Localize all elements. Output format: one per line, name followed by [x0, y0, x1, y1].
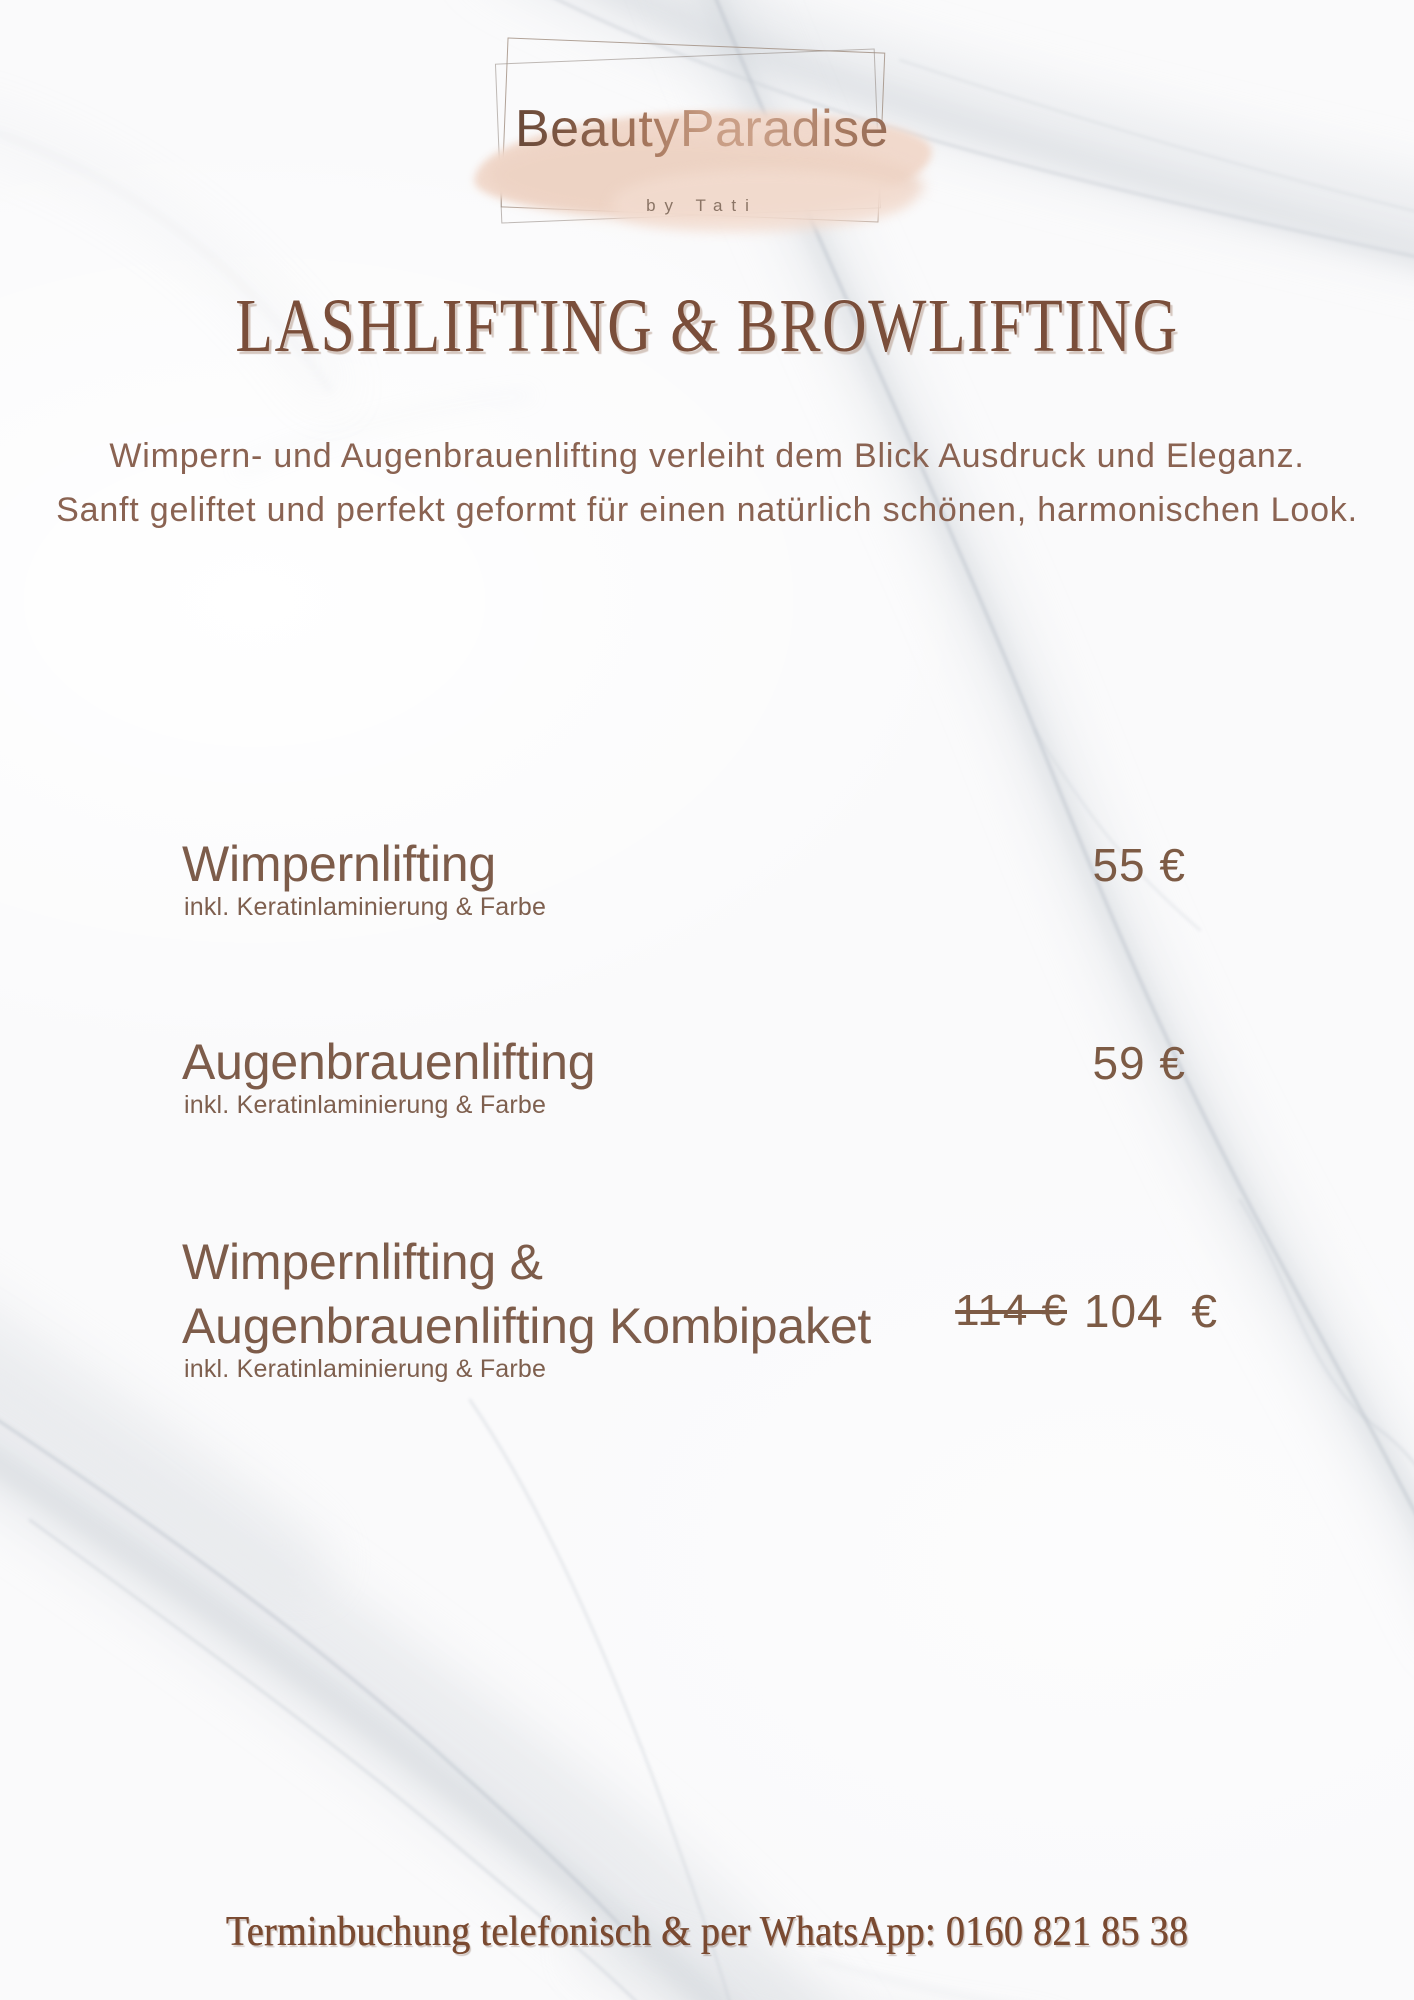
- service-old-price: 114 €: [955, 1286, 1067, 1335]
- intro-line-1: Wimpern- und Augenbrauenlifting verleiht dem Blick Ausdruck und Eleganz.: [109, 437, 1305, 475]
- service-name: Augenbrauenlifting: [182, 1034, 596, 1090]
- service-note: inkl. Keratinlaminierung & Farbe: [184, 893, 547, 921]
- service-name-line2: Augenbrauenlifting Kombipaket: [182, 1298, 872, 1354]
- service-name-line1: Wimpernlifting &: [182, 1234, 543, 1290]
- service-note: inkl. Keratinlaminierung & Farbe: [184, 1355, 547, 1383]
- service-price: 104 €: [1083, 1285, 1218, 1337]
- page-title: LASHLIFTING & BROWLIFTING: [235, 284, 1179, 368]
- service-price: 55 €: [1092, 839, 1186, 891]
- service-price: 59 €: [1092, 1037, 1186, 1089]
- intro-line-2: Sanft geliftet und perfekt geformt für einen natürlich schönen, harmonischen Look.: [56, 491, 1358, 529]
- brand-byline: by Tati: [646, 196, 758, 215]
- service-name: Wimpernlifting: [182, 836, 496, 892]
- brand-logo: [492, 40, 912, 230]
- intro-text: [0, 429, 1414, 537]
- brand-name: BeautyParadise: [492, 100, 912, 160]
- footer-booking-info: Terminbuchung telefonisch & per WhatsApp: 0160 821 85 38: [225, 1909, 1189, 1955]
- service-note: inkl. Keratinlaminierung & Farbe: [184, 1091, 547, 1119]
